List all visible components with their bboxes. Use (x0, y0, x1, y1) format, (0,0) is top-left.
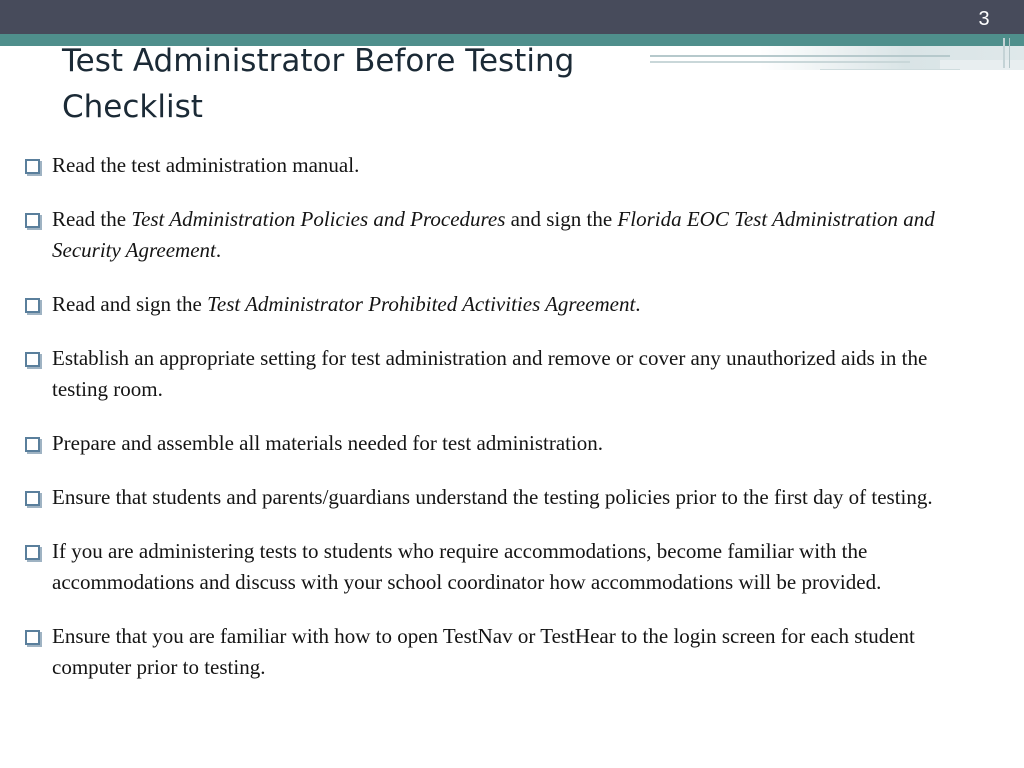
page-title: Test Administrator Before Testing Checklist (62, 43, 575, 125)
checklist-item (22, 482, 982, 513)
checklist-item-text: Ensure that students and parents/guardians understand the testing policies prior to the first day of testing. (52, 485, 933, 509)
checklist-item (22, 536, 982, 598)
checklist-item-text: Read and sign the Test Administrator Prohibited Activities Agreement. (52, 292, 641, 316)
checklist-item (22, 150, 982, 181)
checklist-item (22, 343, 982, 405)
checklist-item-text: If you are administering tests to students who require accommodations, become familiar with the accommodations and discuss with your school coordinator how accommodations will be provided. (52, 539, 882, 594)
checklist-item (22, 289, 982, 320)
decorative-line (820, 69, 960, 70)
page-number: 3 (978, 8, 990, 30)
checklist-item (22, 621, 982, 683)
checklist-item-text: Read the Test Administration Policies and Procedures and sign the Florida EOC Test Administration and Security Agreement. (52, 207, 935, 262)
checklist-item-text: Ensure that you are familiar with how to open TestNav or TestHear to the login screen for each student computer prior to testing. (52, 624, 915, 679)
checkbox-icon (25, 491, 40, 506)
checkbox-icon (25, 545, 40, 560)
checklist-item-text: Prepare and assemble all materials needed for test administration. (52, 431, 604, 455)
checkbox-icon (25, 437, 40, 452)
checklist-item (22, 428, 982, 459)
checkbox-icon (25, 159, 40, 174)
checkbox-icon (25, 213, 40, 228)
header-band (0, 0, 1024, 36)
decorative-line (1003, 38, 1005, 68)
decorative-line (1009, 38, 1010, 68)
checkbox-icon (25, 298, 40, 313)
checklist-item-text: Establish an appropriate setting for test administration and remove or cover any unauthorized aids in the testing room. (52, 346, 928, 401)
checklist (22, 150, 982, 683)
checklist-item (22, 204, 982, 266)
checkbox-icon (25, 352, 40, 367)
checklist-item-text: Read the test administration manual. (52, 153, 360, 177)
checkbox-icon (25, 630, 40, 645)
